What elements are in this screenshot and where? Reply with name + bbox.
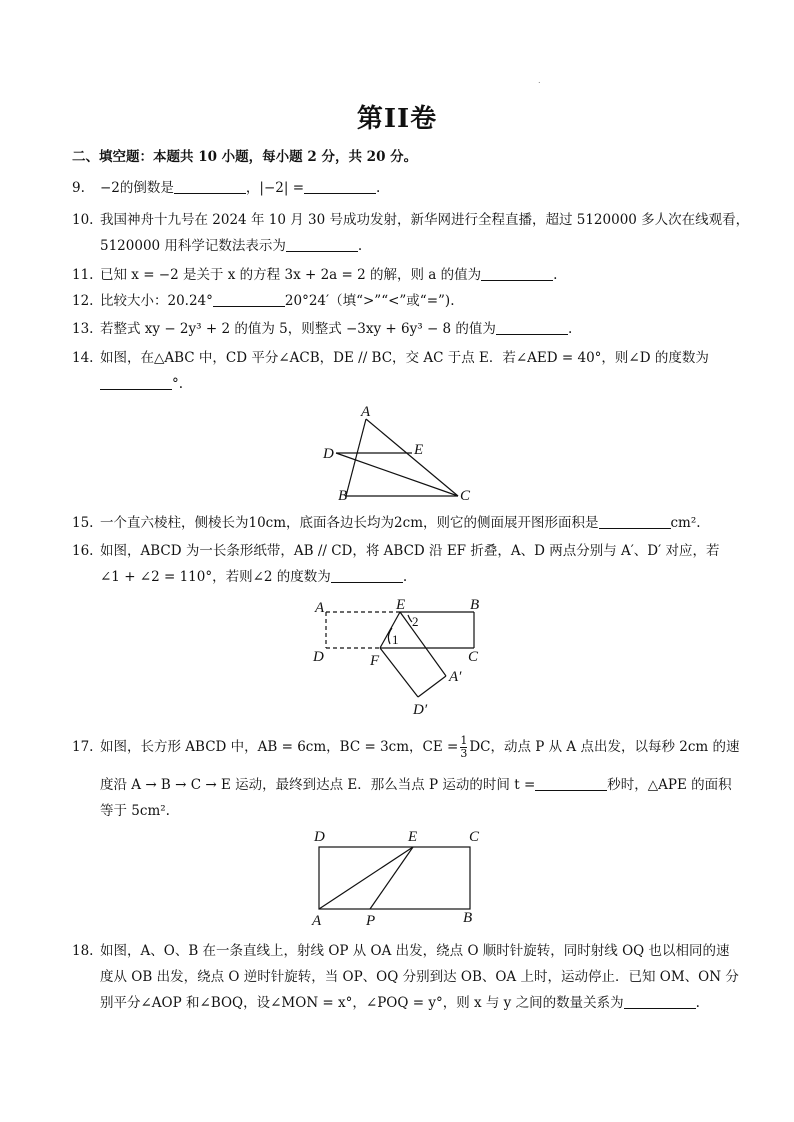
question-number: 10. bbox=[72, 212, 94, 228]
question-number: 17. bbox=[72, 739, 94, 755]
question-12: 12. 比较大小：20.24° 20°24′（填“>”“<”或“=”). bbox=[72, 288, 732, 314]
point-label-d: D bbox=[323, 446, 334, 462]
answer-blank[interactable] bbox=[624, 994, 696, 1009]
question-10: 10. 我国神舟十九号在 2024 年 10 月 30 号成功发射，新华网进行全程直播，超过 5120000 多人次在线观看， 5120000 用科学记数法表示为 . bbox=[72, 207, 732, 259]
fraction-one-third: $\frac{1}{3}$ bbox=[460, 734, 468, 760]
point-label-e: E bbox=[396, 597, 406, 613]
point-label-e: E bbox=[414, 442, 424, 458]
section-heading: 二、填空题：本题共 10 小题，每小题 2 分，共 20 分。 bbox=[72, 149, 418, 165]
point-label-d: D bbox=[313, 649, 324, 665]
question-number: 9. bbox=[72, 180, 85, 196]
point-label-b: B bbox=[338, 488, 348, 504]
question-number: 18. bbox=[72, 943, 94, 959]
angle-label-1: 1 bbox=[392, 632, 399, 647]
point-label-d-prime: D′ bbox=[413, 702, 428, 718]
question-16: 16. 如图，ABCD 为一长条形纸带，AB // CD，将 ABCD 沿 EF 折叠，A、D 两点分别与 A′、D′ 对应，若 ∠1 + ∠2 = 110°，若则∠2 的度数为 . bbox=[72, 538, 732, 590]
question-18: 18. 如图，A、O、B 在一条直线上，射线 OP 从 OA 出发，绕点 O 顺时针旋转，同时射线 OQ 也以相同的速 度从 OB 出发，绕点 O 逆时针旋转，当 OP、OQ 分别到达 OB、OA 上时，运动停止．已知 OM、ON 分 别平分∠AOP 和∠BOQ，设∠MON = x°，∠POQ = y°，则 x 与 y 之间的数量关系为 . bbox=[72, 938, 732, 1016]
point-label-c: C bbox=[460, 488, 471, 504]
question-number: 11. bbox=[72, 267, 94, 283]
question-17-cont: 度沿 A → B → C → E 运动，最终到达点 E．那么当点 P 运动的时间 t = 秒时，△APE 的面积 等于 5cm². bbox=[100, 777, 732, 819]
point-label-a: A bbox=[312, 913, 322, 929]
question-17: 17. 如图，长方形 ABCD 中，AB = 6cm，BC = 3cm，CE = $\frac{1}{3}$ DC，动点 P 从 A 点出发，以每秒 2cm 的速 bbox=[72, 734, 740, 760]
point-label-c: C bbox=[469, 829, 480, 845]
angle-label-2: 2 bbox=[412, 614, 419, 629]
question-15: 15. 一个直六棱柱，侧棱长为10cm，底面各边长均为2cm，则它的侧面展开图形面积是 cm². bbox=[72, 510, 732, 536]
question-14: 14. 如图，在△ABC 中，CD 平分∠ACB，DE // BC，交 AC 于点 E．若∠AED = 40°，则∠D 的度数为 °. bbox=[72, 345, 732, 397]
question-11: 11. 已知 x = −2 是关于 x 的方程 3x + 2a = 2 的解，则 a 的值为 . bbox=[72, 262, 732, 288]
rectangle-abcd bbox=[319, 847, 470, 909]
segment-pe bbox=[370, 847, 413, 909]
page-title: 第II卷 bbox=[356, 104, 438, 134]
question-13: 13. 若整式 xy − 2y³ + 2 的值为 5，则整式 −3xy + 6y³ − 8 的值为 . bbox=[72, 316, 732, 342]
point-label-a-prime: A′ bbox=[449, 669, 462, 685]
point-label-a: A bbox=[315, 600, 325, 616]
question-number: 15. bbox=[72, 515, 94, 531]
question-number: 14. bbox=[72, 350, 94, 366]
question-9: 9. −2的倒数是 ，|−2| = . bbox=[72, 175, 732, 201]
point-label-b: B bbox=[463, 910, 473, 926]
segment-ae bbox=[319, 847, 413, 909]
question-number: 12. bbox=[72, 293, 94, 309]
point-label-a: A bbox=[361, 404, 371, 420]
point-label-b: B bbox=[470, 597, 480, 613]
point-label-f: F bbox=[370, 653, 380, 669]
question-number: 16. bbox=[72, 543, 94, 559]
point-label-c: C bbox=[468, 649, 479, 665]
point-label-e: E bbox=[408, 829, 418, 845]
top-dot: . bbox=[538, 76, 541, 85]
point-label-d: D bbox=[314, 829, 325, 845]
point-label-p: P bbox=[366, 913, 376, 929]
question-number: 13. bbox=[72, 321, 94, 337]
